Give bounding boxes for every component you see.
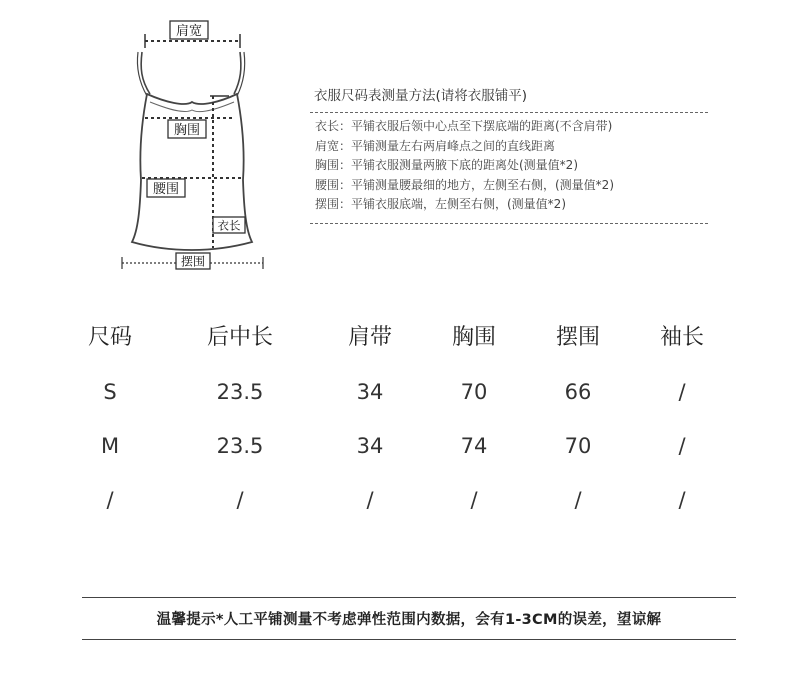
garment-diagram	[95, 10, 295, 275]
method-line-chest: 胸围：平铺衣服测量两腋下底的距离处(测量值*2)	[315, 158, 578, 172]
method-line-hem: 摆围：平铺衣服底端，左侧至右侧，(测量值*2)	[315, 197, 566, 211]
table-row	[58, 473, 734, 527]
camisole-illustration	[95, 10, 295, 275]
table-cell: 34	[356, 380, 384, 404]
disclaimer-text: 温馨提示*人工平铺测量不考虑弹性范围内数据，会有1-3CM的误差，望谅解	[156, 612, 662, 628]
table-cell: 70	[564, 434, 592, 458]
table-cell: /	[678, 488, 686, 512]
table-cell: /	[106, 488, 114, 512]
svg-text:肩宽: 肩宽	[175, 24, 203, 39]
table-cell: 70	[460, 380, 488, 404]
table-cell: /	[574, 488, 582, 512]
table-cell: S	[103, 380, 117, 404]
header-sleeve: 袖长	[659, 324, 704, 350]
table-cell: /	[678, 434, 686, 458]
table-cell: /	[366, 488, 374, 512]
table-cell: 66	[564, 380, 592, 404]
table-cell: /	[678, 380, 686, 404]
table-cell: 74	[460, 434, 488, 458]
header-size: 尺码	[87, 324, 132, 350]
waist-label	[147, 179, 185, 197]
table-cell: /	[236, 488, 244, 512]
table-header-row	[58, 315, 734, 355]
divider-bottom	[310, 223, 708, 224]
chest-label	[168, 120, 206, 138]
measurement-method	[310, 84, 710, 224]
header-chest: 胸围	[451, 324, 496, 350]
method-line-shoulder: 肩宽：平铺测量左右两肩峰点之间的直线距离	[315, 138, 556, 153]
method-title: 衣服尺码表测量方法(请将衣服铺平)	[314, 88, 528, 104]
table-cell: M	[100, 434, 120, 458]
table-cell: 23.5	[216, 434, 264, 458]
method-line-waist: 腰围：平铺测量腰最细的地方，左侧至右侧，(测量值*2)	[315, 177, 615, 192]
disclaimer-note	[82, 597, 736, 640]
method-lines	[310, 113, 710, 217]
table-cell: 23.5	[216, 380, 264, 404]
hem-label	[176, 253, 210, 269]
size-table	[58, 315, 734, 527]
svg-text:摆围: 摆围	[180, 254, 206, 269]
svg-text:胸围: 胸围	[173, 123, 201, 138]
method-line-length: 衣长：平铺衣服后领中心点至下摆底端的距离(不含肩带)	[315, 119, 613, 133]
header-strap: 肩带	[347, 324, 392, 350]
table-cell: /	[470, 488, 478, 512]
table-cell: 34	[356, 434, 384, 458]
shoulder-label	[170, 21, 208, 39]
header-back-length: 后中长	[206, 324, 273, 350]
length-label	[213, 217, 245, 233]
svg-text:腰围: 腰围	[152, 182, 180, 197]
table-row	[58, 365, 734, 419]
table-row	[58, 419, 734, 473]
svg-text:衣长: 衣长	[217, 218, 241, 233]
header-hem: 摆围	[555, 324, 600, 350]
